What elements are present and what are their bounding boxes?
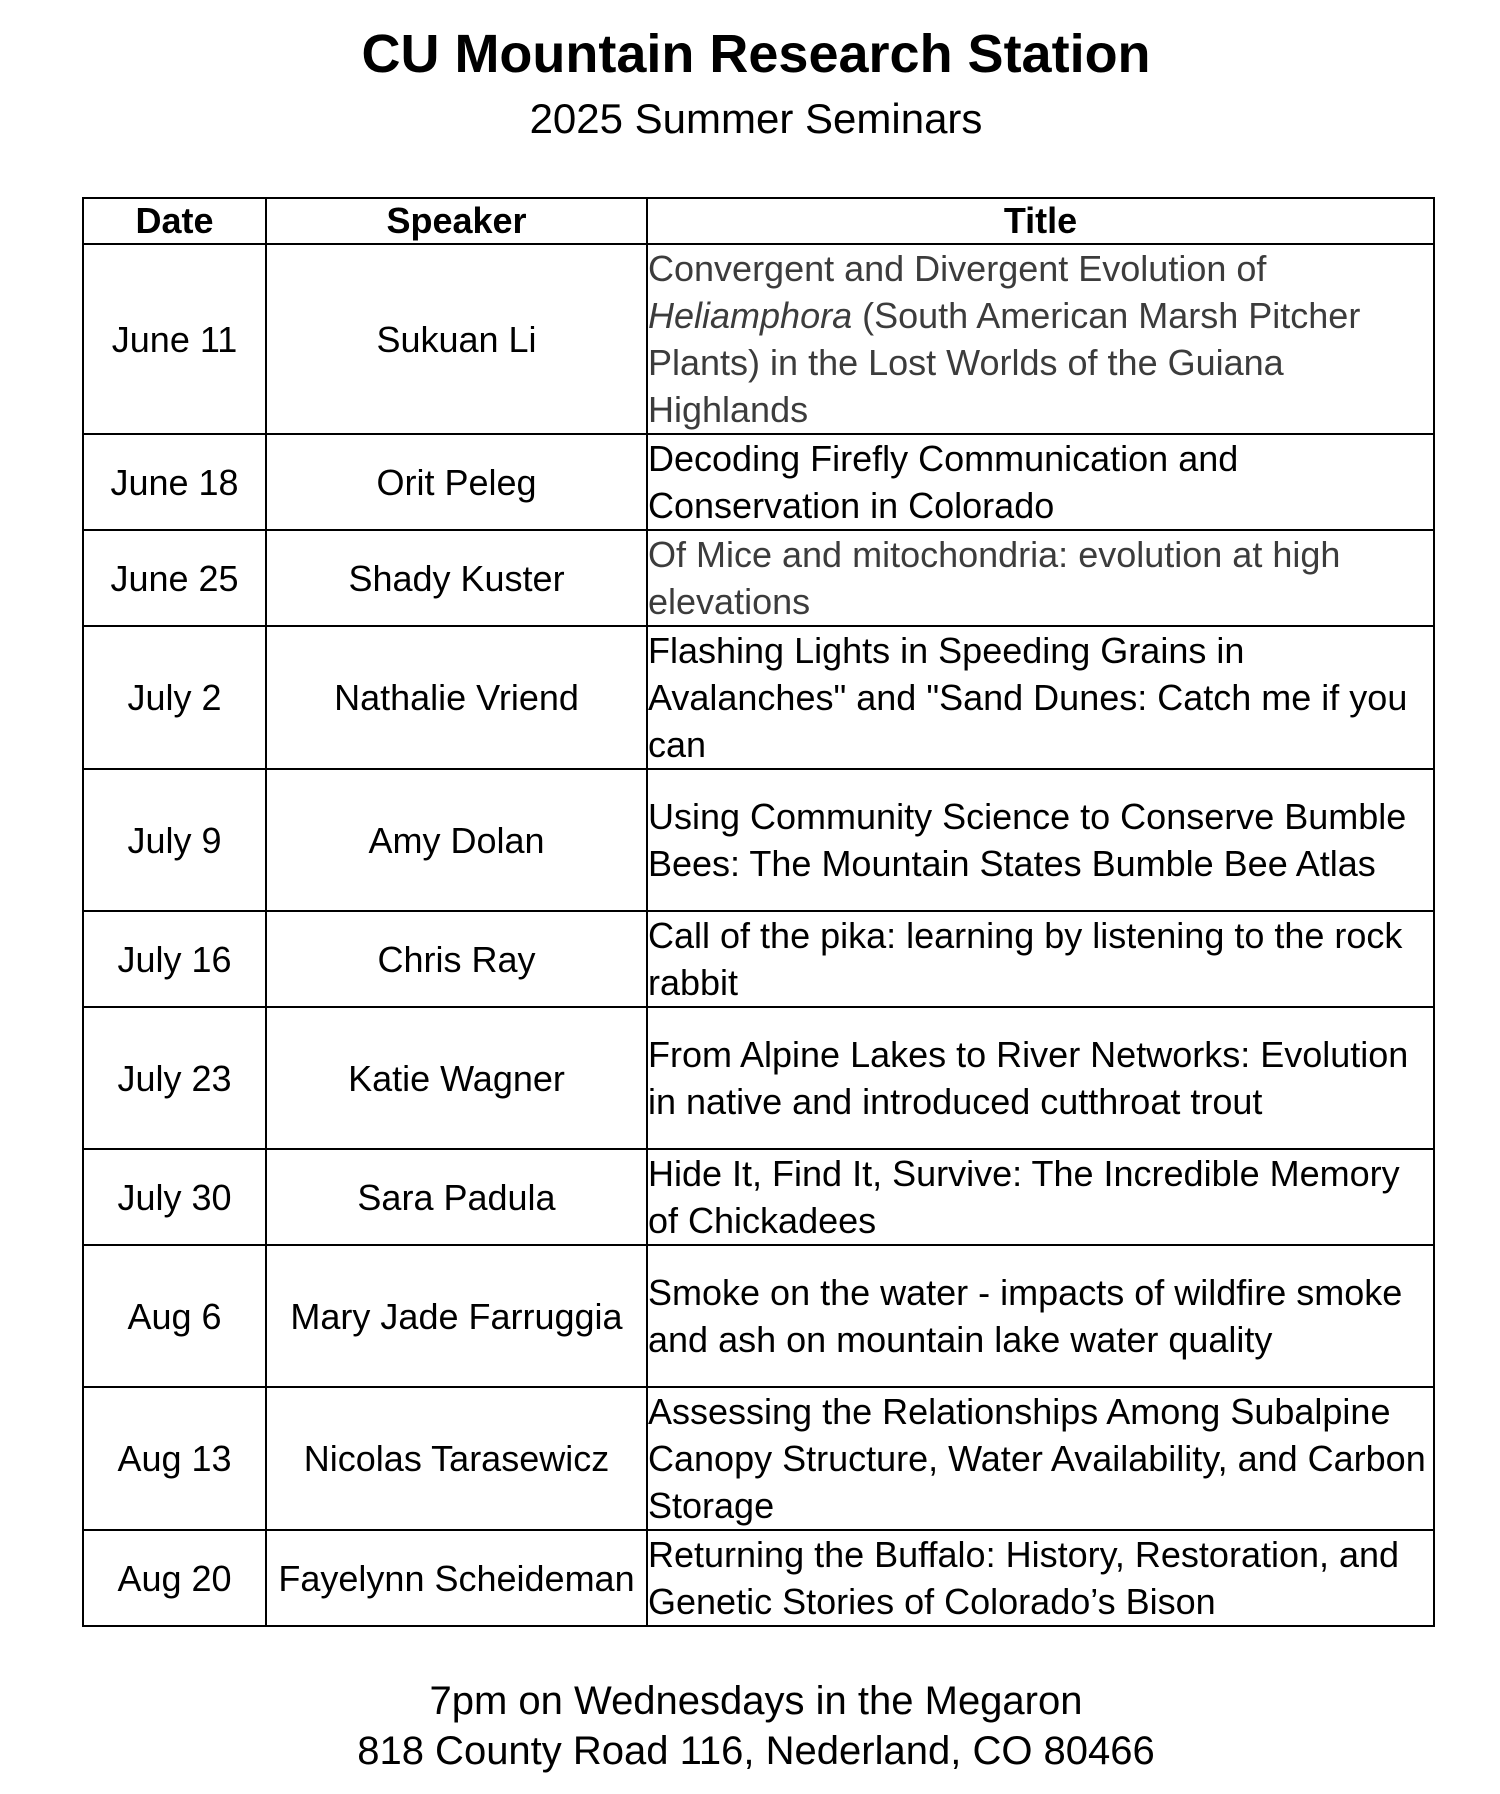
seminar-title: Assessing the Relationships Among Subalpine Canopy Structure, Water Availability, and Carbon Storage bbox=[647, 1387, 1434, 1530]
column-header-speaker: Speaker bbox=[266, 198, 647, 244]
seminar-date: July 9 bbox=[83, 769, 266, 911]
table-row bbox=[83, 1007, 1434, 1149]
seminar-title bbox=[647, 244, 1434, 434]
table-row bbox=[83, 1530, 1434, 1626]
seminar-speaker: Mary Jade Farruggia bbox=[266, 1245, 647, 1387]
seminar-schedule-table bbox=[82, 197, 1435, 1627]
seminar-speaker: Chris Ray bbox=[266, 911, 647, 1007]
seminar-title: Returning the Buffalo: History, Restoration, and Genetic Stories of Colorado’s Bison bbox=[647, 1530, 1434, 1626]
page-subtitle: 2025 Summer Seminars bbox=[529, 95, 983, 142]
seminar-speaker: Katie Wagner bbox=[266, 1007, 647, 1149]
seminar-date: July 16 bbox=[83, 911, 266, 1007]
table-row bbox=[83, 1387, 1434, 1530]
seminar-date: June 25 bbox=[83, 530, 266, 626]
seminar-date: Aug 6 bbox=[83, 1245, 266, 1387]
seminar-title: Of Mice and mitochondria: evolution at high elevations bbox=[647, 530, 1434, 626]
seminar-speaker: Sara Padula bbox=[266, 1149, 647, 1245]
table-row bbox=[83, 1149, 1434, 1245]
seminar-title: Hide It, Find It, Survive: The Incredible Memory of Chickadees bbox=[647, 1149, 1434, 1245]
seminar-date: June 18 bbox=[83, 434, 266, 530]
column-header-date: Date bbox=[83, 198, 266, 244]
table-row bbox=[83, 244, 1434, 434]
seminar-speaker: Nicolas Tarasewicz bbox=[266, 1387, 647, 1530]
seminar-speaker: Amy Dolan bbox=[266, 769, 647, 911]
page-title: CU Mountain Research Station bbox=[361, 24, 1151, 84]
seminar-date: July 23 bbox=[83, 1007, 266, 1149]
seminar-speaker: Nathalie Vriend bbox=[266, 626, 647, 769]
table-row bbox=[83, 769, 1434, 911]
seminar-date: July 2 bbox=[83, 626, 266, 769]
table-row bbox=[83, 1245, 1434, 1387]
seminar-date: Aug 13 bbox=[83, 1387, 266, 1530]
seminar-title: Call of the pika: learning by listening to the rock rabbit bbox=[647, 911, 1434, 1007]
event-info bbox=[0, 1676, 1500, 1776]
table-row bbox=[83, 434, 1434, 530]
column-header-title: Title bbox=[647, 198, 1434, 244]
table-row bbox=[83, 911, 1434, 1007]
table-header-row bbox=[83, 198, 1434, 244]
table-row bbox=[83, 626, 1434, 769]
seminar-speaker: Orit Peleg bbox=[266, 434, 647, 530]
seminar-title-part: Convergent and Divergent Evolution of bbox=[648, 248, 1267, 289]
seminar-title: Smoke on the water - impacts of wildfire smoke and ash on mountain lake water quality bbox=[647, 1245, 1434, 1387]
seminar-title: Flashing Lights in Speeding Grains in Avalanches" and "Sand Dunes: Catch me if you can bbox=[647, 626, 1434, 769]
table-row bbox=[83, 530, 1434, 626]
seminar-title: Decoding Firefly Communication and Conservation in Colorado bbox=[647, 434, 1434, 530]
seminar-date: June 11 bbox=[83, 244, 266, 434]
seminar-speaker: Fayelynn Scheideman bbox=[266, 1530, 647, 1626]
seminar-title-part: (South American Marsh Pitcher Plants) in the Lost Worlds of the Guiana Highlands bbox=[648, 295, 1361, 430]
seminar-date: July 30 bbox=[83, 1149, 266, 1245]
seminar-speaker: Shady Kuster bbox=[266, 530, 647, 626]
seminar-title-italic: Heliamphora bbox=[648, 295, 853, 336]
event-address: 818 County Road 116, Nederland, CO 80466 bbox=[357, 1729, 1155, 1773]
seminar-title: Using Community Science to Conserve Bumble Bees: The Mountain States Bumble Bee Atlas bbox=[647, 769, 1434, 911]
seminar-speaker: Sukuan Li bbox=[266, 244, 647, 434]
event-time: 7pm on Wednesdays in the Megaron bbox=[429, 1679, 1083, 1723]
seminar-date: Aug 20 bbox=[83, 1530, 266, 1626]
seminar-title: From Alpine Lakes to River Networks: Evolution in native and introduced cutthroat trout bbox=[647, 1007, 1434, 1149]
